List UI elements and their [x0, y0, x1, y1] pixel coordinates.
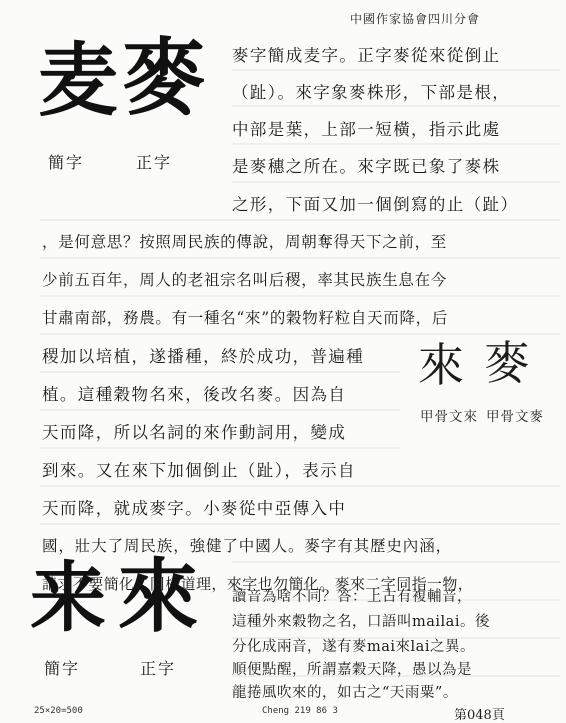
label-simplified-bottom: 簡字: [44, 659, 81, 678]
print-code: Cheng 219 86 3: [262, 706, 338, 716]
text-line: 這種外來穀物之名，口語叫mailai。後: [232, 614, 490, 630]
text-line: 讀音為啥不同？答：上古有複輔音，: [232, 589, 472, 605]
text-line: 是麥穗之所在。來字既已象了麥株: [232, 157, 501, 176]
label-traditional-bottom: 正字: [140, 659, 177, 678]
text-line: 到來。又在來下加個倒止（趾），表示自: [42, 461, 356, 480]
text-line: 分化成兩音，遂有麥mai來lai之異。: [232, 639, 475, 655]
label-simplified-top: 簡字: [48, 153, 85, 172]
text-line: 少前五百年，周人的老祖宗名叫后稷，率其民族生息在今: [42, 271, 448, 289]
text-line: （趾）。來字象麥株形，下部是根，: [232, 83, 511, 102]
text-line: 稷加以培植，遂播種，終於成功，普遍種: [42, 347, 365, 366]
simplified-lai-glyph: 来: [30, 553, 106, 642]
text-line: 甘肅南部，務農。有一種名“來”的穀物籽粒自天而降，后: [42, 309, 449, 327]
oracle-mai-glyph: 麥: [484, 336, 530, 390]
text-line: 之形，下面又加一個倒寫的止（趾）: [232, 195, 519, 214]
text-line: 國，壯大了周民族，強健了中國人。麥字有其歷史內涵，: [42, 537, 453, 555]
text-line: 中部是葉，上部一短橫，指示此處: [232, 120, 501, 139]
page-number: 第048頁: [454, 708, 505, 723]
text-line: 植。這種穀物名來，後改名麥。因為自: [42, 385, 347, 404]
grid-spec: 25×20=500: [34, 706, 83, 716]
text-line: 龍捲風吹來的，如古之“天雨粟”。: [232, 685, 458, 701]
letterhead: 中國作家協會四川分會: [350, 12, 481, 26]
text-line: 請求不要簡化。同樣道理，來字也勿簡化。麥來二字同指一物，: [42, 575, 474, 593]
text-line: 麥字簡成麦字。正字麥從來從倒止: [232, 46, 501, 65]
label-traditional-top: 正字: [136, 153, 173, 172]
simplified-mai-glyph: 麦: [38, 33, 118, 127]
label-oracle-mai: 甲骨文麥: [486, 409, 544, 425]
traditional-mai-glyph: 麥: [122, 28, 207, 127]
text-line: ，是何意思？按照周民族的傳說，周朝奪得天下之前，至: [42, 233, 448, 251]
text-line: 順便點醒，所謂嘉穀天降，愚以為是: [232, 662, 472, 678]
label-oracle-lai: 甲骨文來: [420, 409, 478, 425]
traditional-lai-glyph: 來: [118, 549, 198, 643]
text-line: 天而降，就成麥字。小麥從中亞傳入中: [42, 499, 347, 518]
text-line: 天而降，所以名詞的來作動詞用，變成: [42, 423, 347, 442]
oracle-lai-glyph: 來: [418, 338, 464, 392]
